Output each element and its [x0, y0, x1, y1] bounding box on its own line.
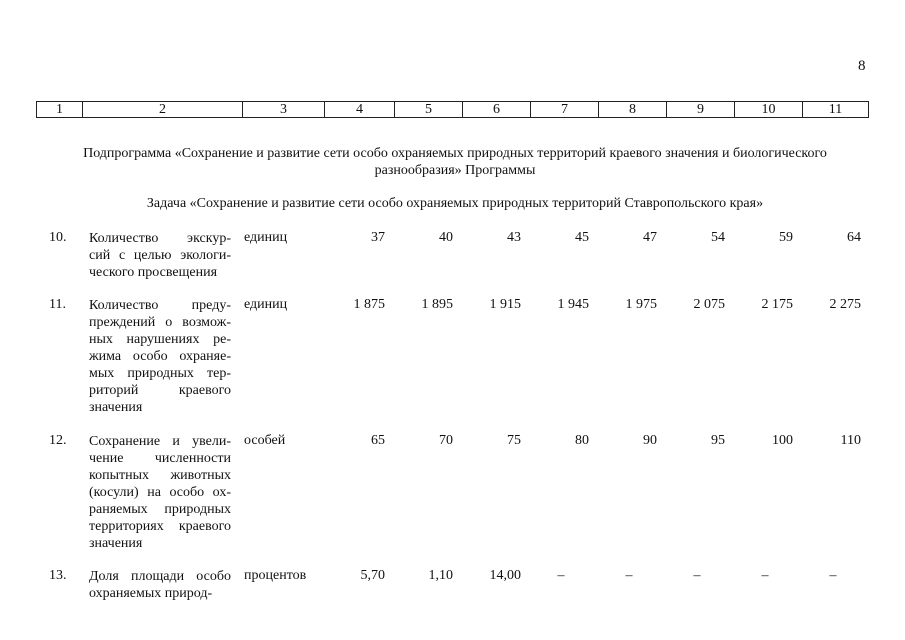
- indicator-name-line: жима особо охраняе-: [89, 349, 231, 364]
- indicator-name-line: охраняемых природ-: [89, 586, 213, 601]
- unit: особей: [244, 433, 286, 448]
- indicator-name-line: значения: [89, 536, 143, 551]
- column-number: 1: [37, 102, 83, 118]
- row-number: 13.: [49, 568, 67, 583]
- value-cell: 54: [711, 230, 725, 245]
- column-number: 8: [599, 102, 667, 118]
- indicator-name: [89, 568, 231, 602]
- value-cell: 1 895: [421, 297, 453, 312]
- indicator-name: [89, 433, 231, 552]
- page-number: 8: [858, 58, 866, 74]
- indicator-name-line: Количество экскур-: [89, 231, 231, 246]
- column-number: 6: [463, 102, 531, 118]
- value-cell: 1,10: [428, 568, 453, 583]
- value-cell: 95: [711, 433, 725, 448]
- indicator-name-line: Сохранение и увели-: [89, 434, 231, 449]
- unit: единиц: [244, 297, 288, 312]
- value-cell: 64: [847, 230, 861, 245]
- indicator-name-line: (косули) на особо ох-: [89, 485, 231, 500]
- value-cell: 2 075: [693, 297, 725, 312]
- indicator-name-line: Доля площади особо: [89, 569, 231, 584]
- value-cell: 1 945: [557, 297, 589, 312]
- subprogram-title-line: разнообразия» Программы: [374, 163, 536, 178]
- value-cell: 65: [371, 433, 385, 448]
- row-number: 11.: [49, 297, 66, 312]
- value-cell: –: [761, 568, 769, 583]
- value-cell: 80: [575, 433, 589, 448]
- column-number: 4: [325, 102, 395, 118]
- value-cell: –: [693, 568, 701, 583]
- indicator-name: [89, 230, 231, 281]
- row-number: 10.: [49, 230, 67, 245]
- column-number: 7: [531, 102, 599, 118]
- row-number: 12.: [49, 433, 67, 448]
- value-cell: –: [829, 568, 837, 583]
- value-cell: 14,00: [489, 568, 521, 583]
- indicator-name-line: территориях краевого: [89, 519, 231, 534]
- subprogram-title-line: Подпрограмма «Сохранение и развитие сети особо охраняемых природных территорий краевого значения и биологического: [83, 146, 827, 161]
- subprogram-title: [40, 145, 870, 179]
- value-cell: 90: [643, 433, 657, 448]
- task-title: Задача «Сохранение и развитие сети особо охраняемых природных территорий Ставропольского края»: [146, 196, 764, 211]
- value-cell: 75: [507, 433, 521, 448]
- indicator-name-line: копытных животных: [89, 468, 231, 483]
- value-cell: –: [625, 568, 633, 583]
- indicator-name: [89, 297, 231, 416]
- value-cell: 43: [507, 230, 521, 245]
- value-cell: 1 875: [353, 297, 385, 312]
- value-cell: 70: [439, 433, 453, 448]
- indicator-name-line: ных нарушениях ре-: [89, 332, 231, 347]
- value-cell: 40: [439, 230, 453, 245]
- indicator-name-line: чение численности: [89, 451, 231, 466]
- value-cell: 100: [772, 433, 793, 448]
- value-cell: 5,70: [360, 568, 385, 583]
- column-number: 9: [667, 102, 735, 118]
- column-number: 10: [735, 102, 803, 118]
- indicator-name-line: Количество преду-: [89, 298, 231, 313]
- indicator-name-line: риторий краевого: [89, 383, 231, 398]
- column-number-header: [36, 101, 869, 118]
- column-number: 3: [243, 102, 325, 118]
- column-number: 11: [803, 102, 869, 118]
- value-cell: 47: [643, 230, 657, 245]
- value-cell: 37: [371, 230, 385, 245]
- indicator-name-line: раняемых природных: [89, 502, 231, 517]
- unit: единиц: [244, 230, 288, 245]
- indicator-name-line: ческого просвещения: [89, 265, 218, 280]
- column-number: 5: [395, 102, 463, 118]
- indicator-name-line: преждений о возмож-: [89, 315, 231, 330]
- unit: процентов: [244, 568, 307, 583]
- value-cell: –: [557, 568, 565, 583]
- value-cell: 110: [840, 433, 861, 448]
- indicator-name-line: значения: [89, 400, 143, 415]
- value-cell: 2 275: [829, 297, 861, 312]
- value-cell: 59: [779, 230, 793, 245]
- value-cell: 45: [575, 230, 589, 245]
- value-cell: 2 175: [761, 297, 793, 312]
- column-number: 2: [83, 102, 243, 118]
- value-cell: 1 975: [625, 297, 657, 312]
- indicator-name-line: мых природных тер-: [89, 366, 231, 381]
- indicator-name-line: сий с целью экологи-: [89, 248, 231, 263]
- value-cell: 1 915: [489, 297, 521, 312]
